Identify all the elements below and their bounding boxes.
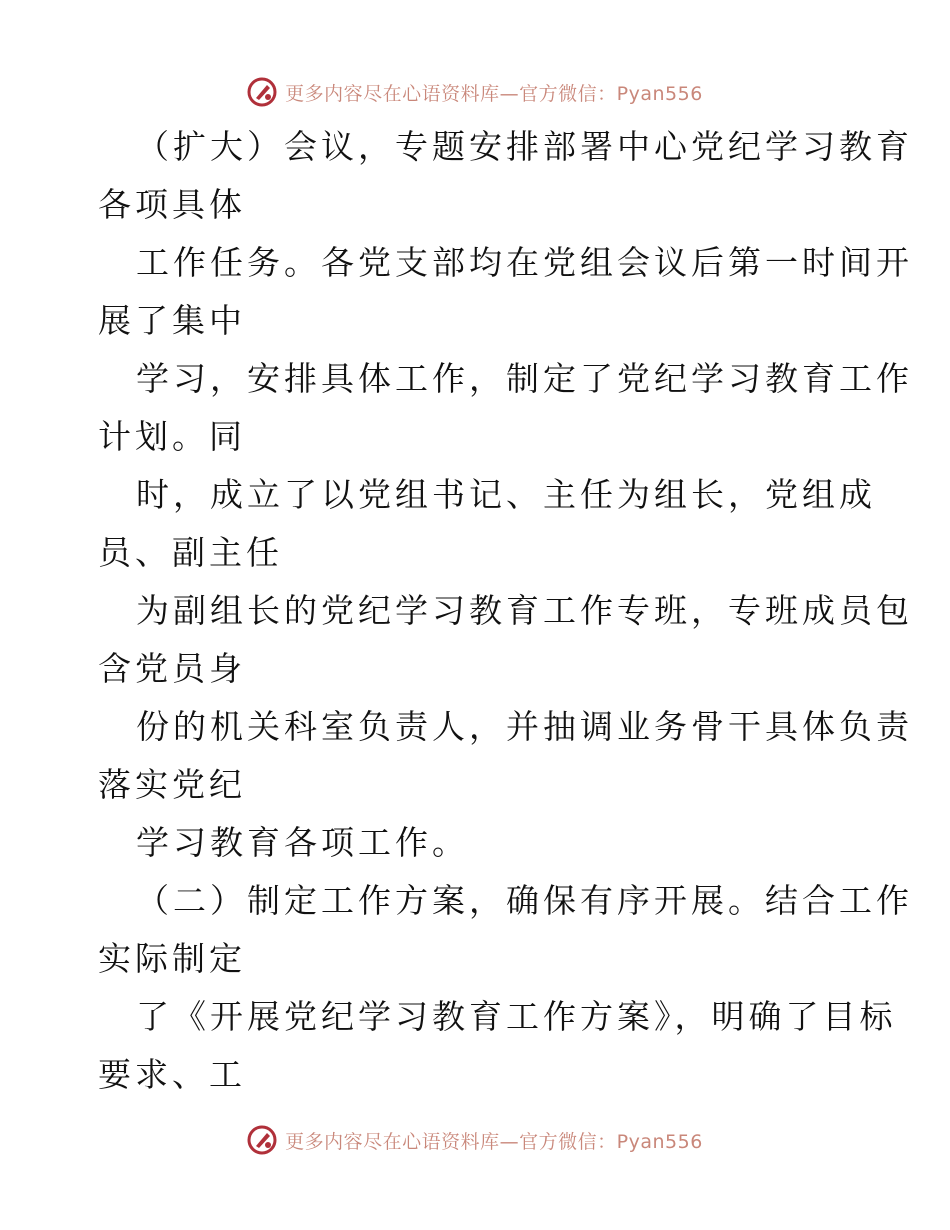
- text-line: 学习教育各项工作。: [136, 823, 469, 862]
- text-line: 要求、工: [98, 1055, 246, 1094]
- text-line: 为副组长的党纪学习教育工作专班，专班成员包: [136, 591, 913, 630]
- text-line: 员、副主任: [98, 533, 283, 572]
- text-line: 学习，安排具体工作，制定了党纪学习教育工作: [136, 359, 913, 398]
- text-line: （二）制定工作方案，确保有序开展。结合工作: [136, 881, 913, 920]
- text-line: 时，成立了以党组书记、主任为组长，党组成: [136, 475, 876, 514]
- text-line: 展了集中: [98, 301, 246, 340]
- text-line: （扩大）会议，专题安排部署中心党纪学习教育: [136, 127, 913, 166]
- text-line: 落实党纪: [98, 765, 246, 804]
- text-line: 实际制定: [98, 939, 246, 978]
- watermark-text: 更多内容尽在心语资料库—官方微信：Pyan556: [285, 1130, 703, 1153]
- text-line: 含党员身: [98, 649, 246, 688]
- text-line: 工作任务。各党支部均在党组会议后第一时间开: [136, 243, 913, 282]
- text-line: 计划。同: [98, 417, 246, 456]
- footer-watermark: [0, 1120, 950, 1160]
- header-watermark: [0, 72, 950, 112]
- seal-logo-icon: [247, 1125, 277, 1155]
- text-line: 各项具体: [98, 185, 246, 224]
- seal-logo-icon: [247, 77, 277, 107]
- watermark-text: 更多内容尽在心语资料库—官方微信：Pyan556: [285, 82, 703, 105]
- text-line: 了《开展党纪学习教育工作方案》，明确了目标: [136, 997, 897, 1036]
- text-line: 份的机关科室负责人，并抽调业务骨干具体负责: [136, 707, 913, 746]
